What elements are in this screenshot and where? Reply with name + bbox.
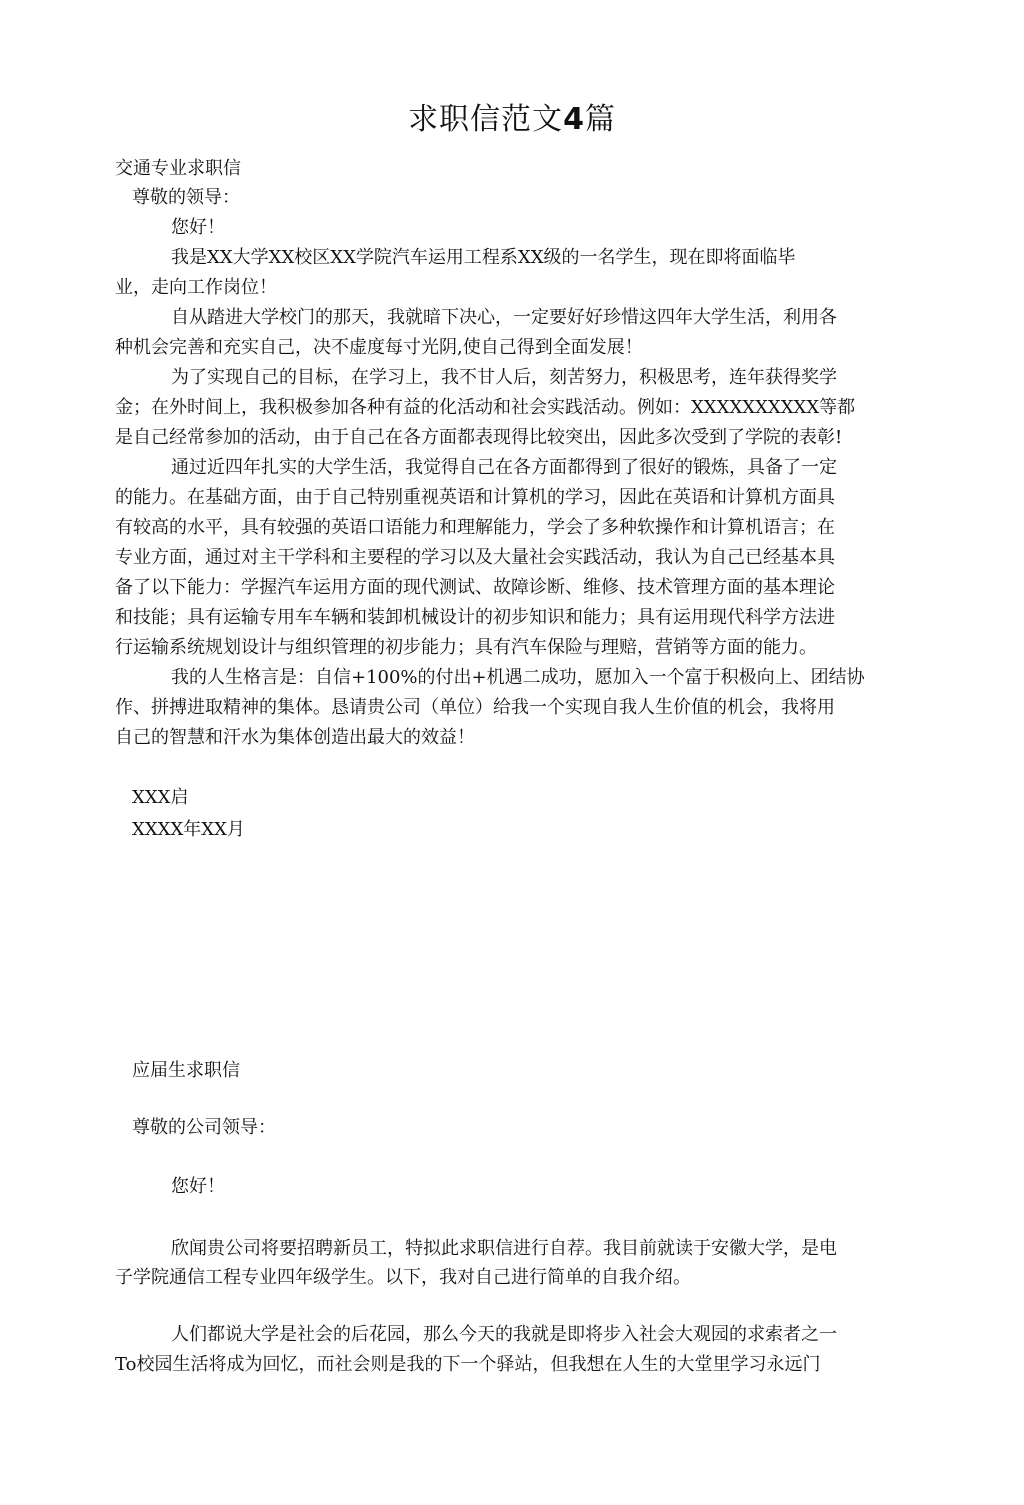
- letter1-paragraph-line: 行运输系统规划设计与组织管理的初步能力；具有汽车保险与理赔，营销等方面的能力。: [115, 637, 817, 658]
- letter1-signature: XXX启: [132, 787, 189, 808]
- letter1-paragraph-line: 业，走向工作岗位！: [115, 277, 277, 298]
- letter1-paragraph-line: 种机会完善和充实自己，决不虚度每寸光阴,使自己得到全面发展！: [115, 337, 643, 358]
- title-text: 求职信范文: [408, 102, 564, 137]
- letter1-paragraph-line: 专业方面，通过对主干学科和主要程的学习以及大量社会实践活动，我认为自己已经基本具: [115, 547, 835, 568]
- letter1-paragraph-line: 金；在外时间上，我积极参加各种有益的化活动和社会实践活动。例如：XXXXXXXXXX等都: [115, 397, 856, 418]
- letter2-greeting: 您好！: [171, 1176, 225, 1197]
- letter1-salutation: 尊敬的领导：: [132, 187, 240, 208]
- letter1-paragraph-line: 自从踏进大学校门的那天，我就暗下决心，一定要好好珍惜这四年大学生活，利用各: [171, 307, 837, 328]
- letter2-salutation: 尊敬的公司领导：: [132, 1117, 276, 1138]
- letter1-paragraph-line: 我的人生格言是：自信+100%的付出+机遇二成功，愿加入一个富于积极向上、团结协: [171, 667, 865, 688]
- letter1-paragraph-line: 为了实现自己的目标，在学习上，我不甘人后，刻苦努力，积极思考，连年获得奖学: [171, 367, 837, 388]
- letter1-greeting: 您好！: [171, 217, 225, 238]
- title-number: 4: [563, 102, 585, 137]
- letter1-paragraph-line: 作、拼搏进取精神的集体。恳请贵公司（单位）给我一个实现自我人生价值的机会，我将用: [115, 697, 835, 718]
- letter1-paragraph-line: 和技能；具有运输专用车车辆和装卸机械设计的初步知识和能力；具有运用现代科学方法进: [115, 607, 835, 628]
- letter1-paragraph-line: 我是XX大学XX校区XX学院汽车运用工程系XX级的一名学生，现在即将面临毕: [171, 247, 796, 268]
- letter2-paragraph-line: 人们都说大学是社会的后花园，那么今天的我就是即将步入社会大观园的求索者之一: [171, 1324, 837, 1345]
- title-suffix: 篇: [584, 102, 616, 137]
- letter1-paragraph-line: 通过近四年扎实的大学生活，我觉得自己在各方面都得到了很好的锻炼，具备了一定: [171, 457, 837, 478]
- letter1-paragraph-line: 的能力。在基础方面，由于自己特别重视英语和计算机的学习，因此在英语和计算机方面具: [115, 487, 835, 508]
- letter1-paragraph-line: 有较高的水平，具有较强的英语口语能力和理解能力，学会了多种软操作和计算机语言；在: [115, 517, 835, 538]
- letter2-paragraph-line: 子学院通信工程专业四年级学生。以下，我对自己进行简单的自我介绍。: [115, 1267, 691, 1288]
- letter2-paragraph-line: To校园生活将成为回忆，而社会则是我的下一个驿站，但我想在人生的大堂里学习永远门: [115, 1354, 821, 1375]
- letter1-paragraph-line: 备了以下能力：学握汽车运用方面的现代测试、故障诊断、维修、技术管理方面的基本理论: [115, 577, 835, 598]
- letter1-paragraph-line: 是自己经常参加的活动，由于自己在各方面都表现得比较突出，因此多次受到了学院的表彰!: [115, 427, 843, 448]
- letter2-heading: 应届生求职信: [132, 1060, 240, 1081]
- letter2-paragraph-line: 欣闻贵公司将要招聘新员工，特拟此求职信进行自荐。我目前就读于安徽大学，是电: [171, 1238, 837, 1259]
- letter1-heading: 交通专业求职信: [115, 158, 241, 179]
- document-title: [0, 100, 1024, 140]
- letter1-paragraph-line: 自己的智慧和汗水为集体创造出最大的效益！: [115, 727, 475, 748]
- letter1-date: XXXX年XX月: [132, 819, 245, 840]
